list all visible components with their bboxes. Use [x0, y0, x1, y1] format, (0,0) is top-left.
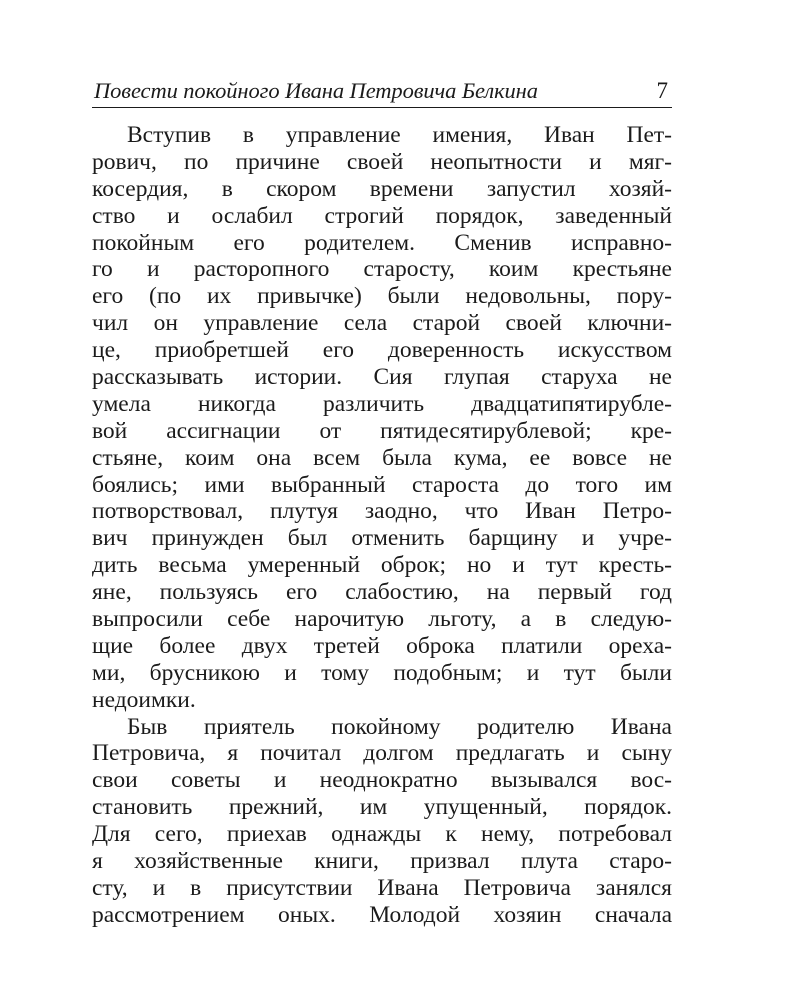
text-line: Вступив в управление имения, Иван Пет-: [127, 122, 672, 148]
text-line: умела никогда различить двадцатипятирубле-: [92, 390, 672, 417]
text-body: [92, 122, 672, 929]
text-line: дить весьма умеренный оброк; но и тут кресть-: [92, 552, 672, 579]
text-line: рович, по причине своей неопытности и мяг-: [92, 148, 672, 175]
text-line: боялись; ими выбранный староста до того им: [92, 471, 672, 498]
text-line: чил он управление села старой своей ключни-: [92, 310, 672, 337]
page-number: 7: [656, 78, 668, 103]
text-line: рассказывать истории. Сия глупая старуха не: [92, 364, 672, 391]
text-line: потворствовал, плутуя заодно, что Иван Петро-: [92, 498, 672, 525]
text-line: косердия, в скором времени запустил хозяй-: [92, 175, 672, 202]
text-line: рассмотрением оных. Молодой хозяин сначала: [92, 901, 672, 928]
text-line: ство и ослабил строгий порядок, заведенный: [92, 202, 672, 229]
text-line: недоимки.: [92, 686, 196, 713]
text-line: выпросили себе нарочитую льготу, а в следую-: [92, 606, 672, 633]
text-line: вич принужден был отменить барщину и учре-: [92, 525, 672, 552]
running-header-title: Повести покойного Ивана Петровича Белкина: [94, 78, 538, 103]
text-line: яне, пользуясь его слабостию, на первый год: [92, 579, 672, 606]
text-line: Для сего, приехав однажды к нему, потребовал: [92, 821, 672, 848]
text-line: сту, и в присутствии Ивана Петровича занялся: [92, 874, 672, 901]
text-line: покойным его родителем. Сменив исправно-: [92, 229, 672, 256]
text-line: Быв приятель покойному родителю Ивана: [127, 713, 672, 740]
text-line: стьяне, коим она всем была кума, ее вовсе не: [92, 444, 672, 471]
text-line: це, приобретшей его доверенность искусством: [92, 337, 672, 364]
text-line: становить прежний, им упущенный, порядок.: [92, 794, 672, 821]
text-line: го и расторопного старосту, коим крестьяне: [92, 256, 672, 283]
paragraph: [92, 714, 672, 929]
text-line: свои советы и неоднократно вызывался вос-: [92, 767, 672, 794]
running-header: [92, 78, 672, 108]
text-line: я хозяйственные книги, призвал плута старо-: [92, 848, 672, 875]
book-page: [92, 78, 672, 929]
text-line: вой ассигнации от пятидесятирублевой; кре-: [92, 417, 672, 444]
text-line: его (по их привычке) были недовольны, пору-: [92, 283, 672, 310]
text-line: Петровича, я почитал долгом предлагать и сыну: [92, 740, 672, 767]
text-line: ми, брусникою и тому подобным; и тут были: [92, 659, 672, 686]
text-line: щие более двух третей оброка платили ореха-: [92, 632, 672, 659]
paragraph: [92, 122, 672, 714]
